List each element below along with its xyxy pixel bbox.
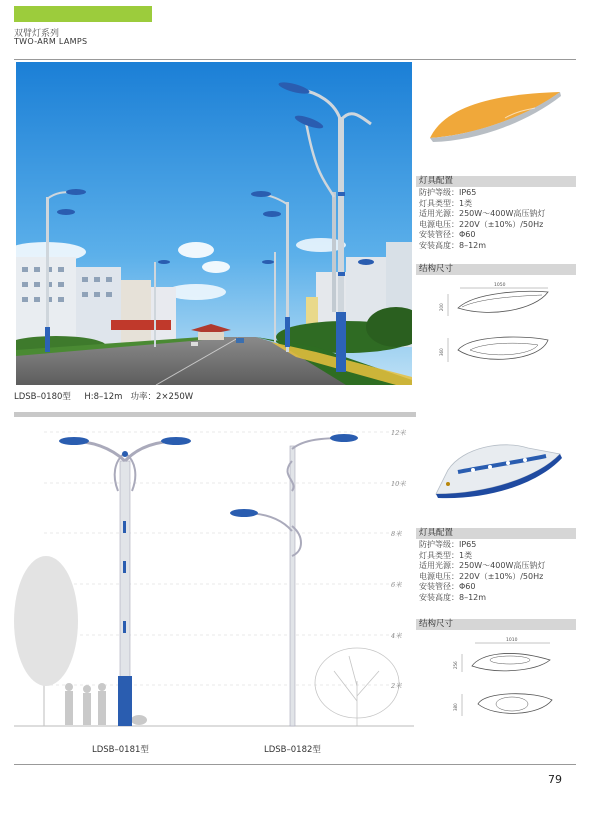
- dim-bottom: 380: [453, 703, 458, 711]
- scale-label: 4米: [391, 632, 402, 640]
- spec-line: 适用光源：250W～400W高压钠灯: [419, 209, 546, 219]
- spec-line: 安装管径：Φ60: [419, 230, 476, 240]
- dim-bottom: 360: [439, 348, 444, 356]
- spec-title-1: 灯具配置: [416, 176, 576, 187]
- spec-line: 电源电压：220V（±10%）/50Hz: [419, 219, 544, 229]
- header-rule: [14, 59, 576, 60]
- scale-label: 12米: [391, 429, 406, 437]
- spec-line: 防护等级：IP65: [419, 188, 477, 197]
- dim-top: 1050: [494, 283, 506, 288]
- series-title-en: TWO-ARM LAMPS: [14, 37, 88, 46]
- scale-label: 6米: [391, 581, 402, 589]
- dim-side: 256: [453, 661, 458, 669]
- scale-label: 8米: [391, 530, 402, 538]
- spec-line: 灯具类型：1类: [419, 550, 473, 560]
- structure-title-2: 结构尺寸: [416, 619, 576, 630]
- dim-top: 1010: [506, 638, 518, 643]
- structure-drawing-0180: [430, 280, 570, 370]
- spec-line: 适用光源：250W～400W高压钠灯: [419, 561, 546, 571]
- structure-title-1: 结构尺寸: [416, 264, 576, 275]
- model-caption-0181: LDSB–0181型: [92, 745, 149, 755]
- scale-label: 2米: [391, 682, 402, 690]
- lamp-head-0180-image: [425, 86, 565, 146]
- spec-line: 安装高度：8–12m: [419, 593, 487, 602]
- spec-line: 安装高度：8–12m: [419, 241, 487, 250]
- section-divider: [14, 412, 416, 417]
- dim-side: 200: [439, 303, 444, 311]
- street-lamp-photo: [16, 62, 412, 385]
- model-caption-0180: LDSB–0180型 H:8–12m 功率：2×250W: [14, 392, 194, 402]
- lamp-elevation-drawing: [14, 421, 414, 731]
- lamp-head-0181-image: [428, 432, 568, 502]
- spec-line: 安装管径：Φ60: [419, 582, 476, 592]
- model-caption-0182: LDSB–0182型: [264, 745, 321, 755]
- series-color-bar: [14, 6, 152, 22]
- series-title-cn: 双臂灯系列: [14, 29, 60, 39]
- page-number: 79: [548, 773, 562, 786]
- spec-line: 灯具类型：1类: [419, 198, 473, 208]
- scale-label: 10米: [391, 480, 406, 488]
- structure-drawing-0181: [440, 636, 570, 726]
- spec-line: 防护等级：IP65: [419, 540, 477, 549]
- spec-line: 电源电压：220V（±10%）/50Hz: [419, 571, 544, 581]
- spec-title-2: 灯具配置: [416, 528, 576, 539]
- footer-rule: [14, 764, 576, 765]
